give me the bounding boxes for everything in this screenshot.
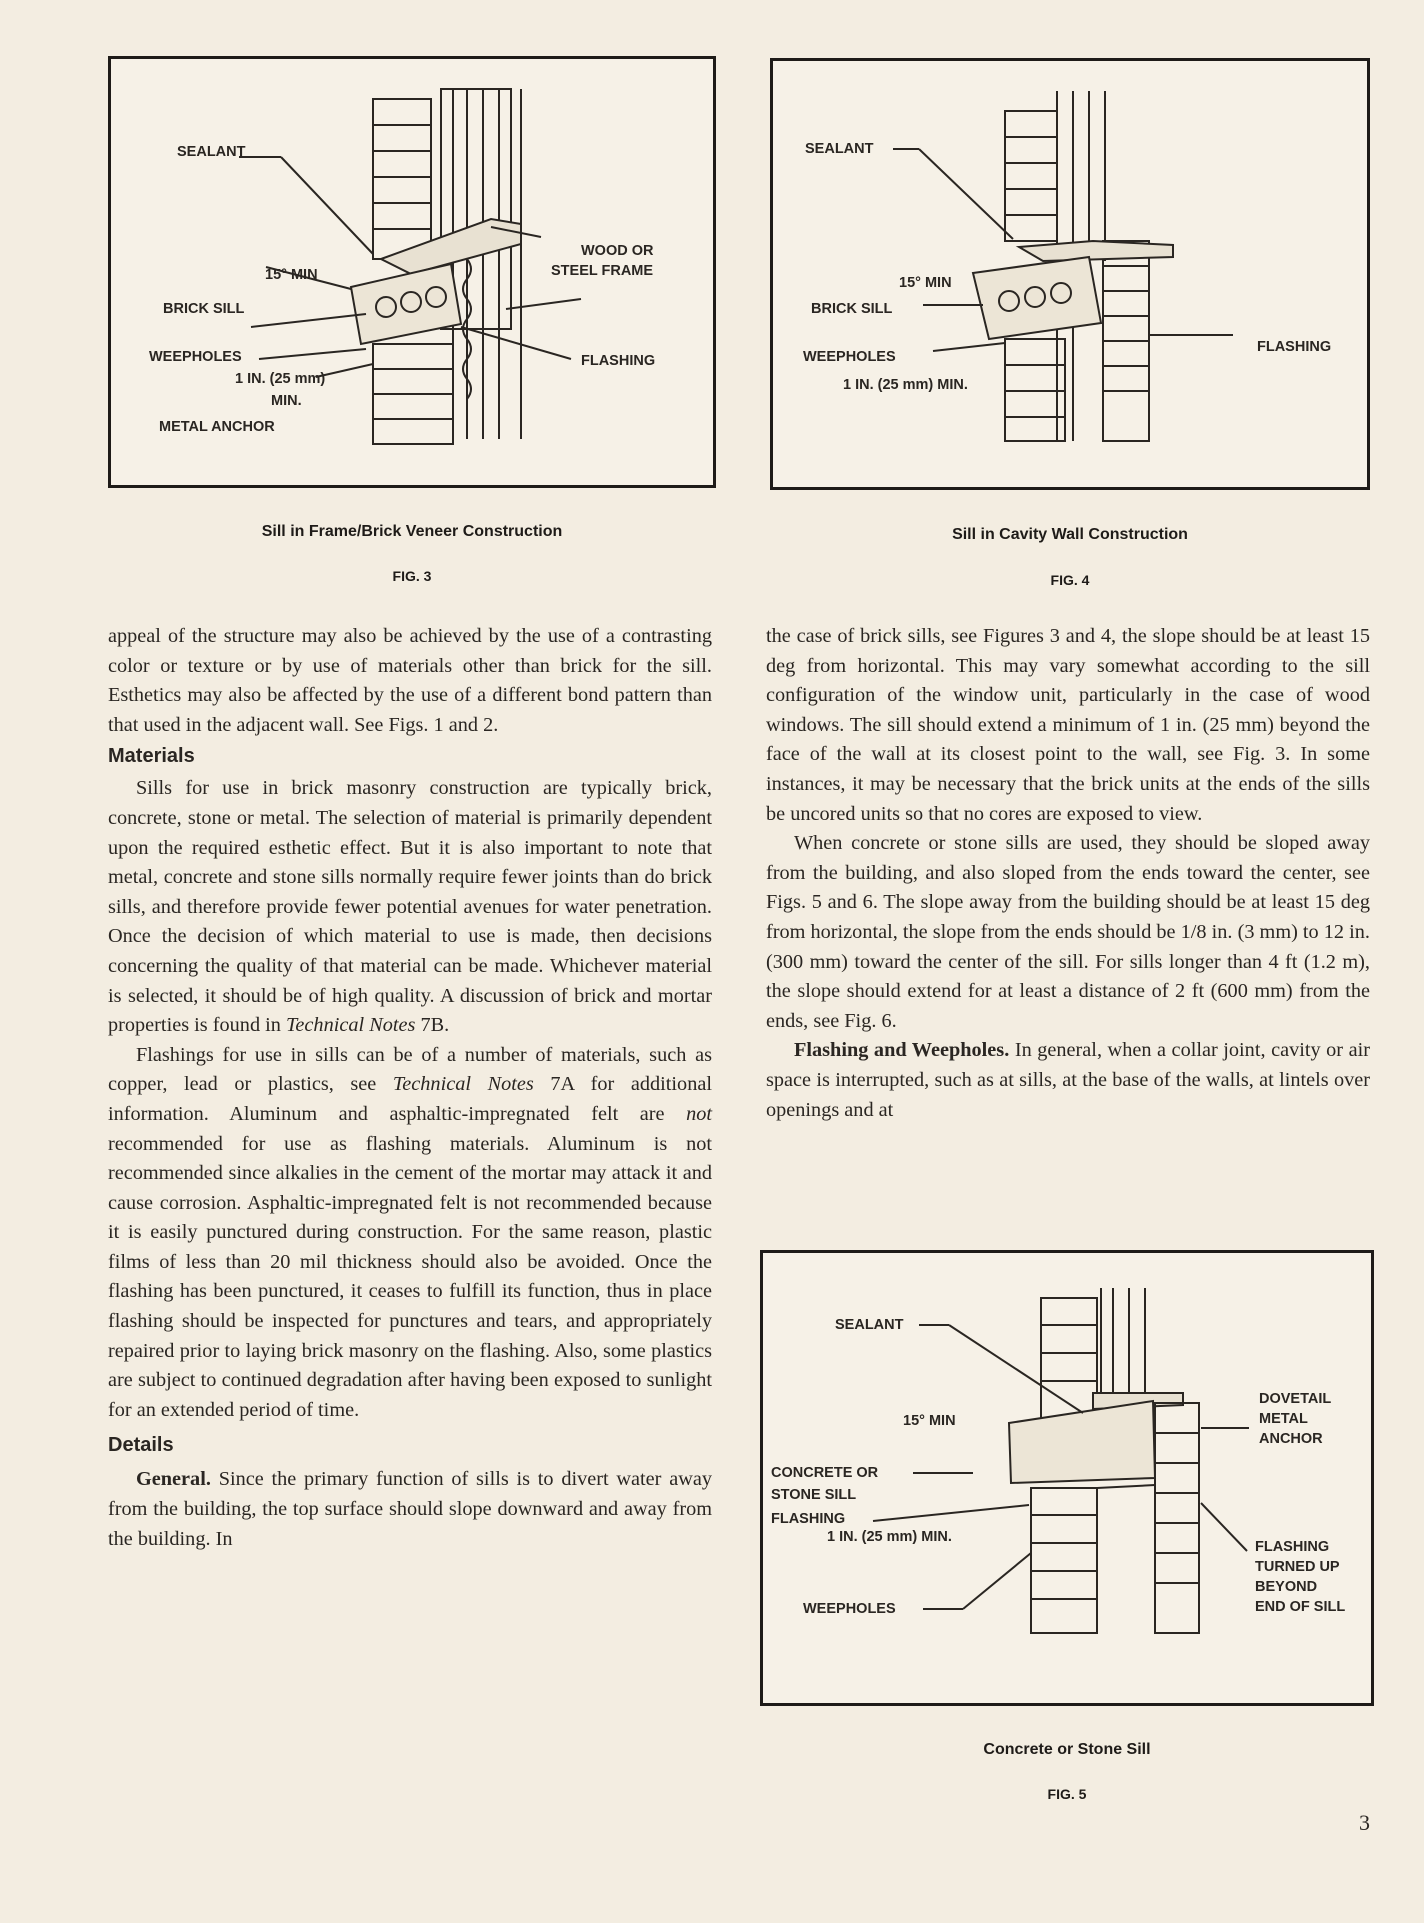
left-para-3-b: 7A for additional information. Aluminum and asphaltic-impregnated felt are	[108, 1073, 712, 1125]
left-para-3-ref: Technical Notes	[392, 1073, 534, 1096]
fig5-label-concrete-or: CONCRETE OR	[771, 1465, 879, 1481]
fig3-label-flashing: FLASHING	[581, 353, 656, 369]
fig5-label-anchor: ANCHOR	[1259, 1431, 1323, 1447]
heading-details: Details	[108, 1434, 174, 1457]
fig5-label-1in: 1 IN. (25 mm) MIN.	[827, 1529, 952, 1545]
fig4-label-weepholes: WEEPHOLES	[803, 349, 896, 365]
left-para-4-lead: General.	[136, 1468, 211, 1491]
fig5-number: FIG. 5	[1047, 1786, 1087, 1802]
fig4-drawing	[773, 61, 1367, 487]
fig5-label-stone-sill: STONE SILL	[771, 1487, 857, 1503]
left-para-3-not: not	[686, 1102, 712, 1125]
fig5-caption: Concrete or Stone Sill	[983, 1741, 1151, 1758]
left-para-2-ref: Technical Notes	[286, 1014, 416, 1037]
fig4-label-brick-sill: BRICK SILL	[811, 301, 893, 317]
fig3-caption: Sill in Frame/Brick Veneer Construction	[261, 523, 563, 540]
fig4-caption: Sill in Cavity Wall Construction	[952, 526, 1188, 543]
left-para-4	[108, 1465, 712, 1554]
figure-3	[108, 56, 716, 488]
fig5-label-flashing: FLASHING	[771, 1511, 846, 1527]
left-para-2-end: 7B.	[420, 1014, 450, 1037]
fig5-label-beyond: BEYOND	[1255, 1579, 1318, 1595]
fig5-label-sealant: SEALANT	[835, 1317, 904, 1333]
heading-materials: Materials	[108, 745, 195, 768]
left-para-3	[108, 1041, 712, 1426]
fig4-label-flashing: FLASHING	[1257, 339, 1332, 355]
fig5-label-turned-up: TURNED UP	[1255, 1559, 1340, 1575]
fig3-label-steel-frame: STEEL FRAME	[551, 263, 654, 279]
fig4-label-sealant: SEALANT	[805, 141, 874, 157]
left-para-2	[108, 774, 712, 1040]
right-para-1: the case of brick sills, see Figures 3 and 4, the slope should be at least 15 deg from horizontal. This may vary somewhat according to the sill configuration of the window unit, particularly in the case of wood windows. The sill should extend a minimum of 1 in. (25 mm) beyond the face of the wall at its closest point to the wall, see Fig. 3. In some instances, it may be necessary that the brick units at the ends of the sills be uncored units so that no cores are exposed to view.	[766, 625, 1370, 825]
left-para-3-c: recommended for use as flashing materials. Aluminum is not recommended since alkalies in the cement of the mortar may attack it and cause corrosion. Asphaltic-impregnated felt is not recommended because it is easily punctured during construction. For the same reason, plastic films of less than 20 mil thickness should also be avoided. Once the flashing has been punctured, it ceases to fulfill its function, thus in place flashing should be inspected for punctures and tears, and appropriately repaired prior to laying brick masonry on the flashing. Also, some plastics are subject to continued degradation after having been exposed to sunlight for an extended period of time.	[108, 1132, 712, 1421]
fig3-label-1in: 1 IN. (25 mm)	[235, 371, 326, 387]
fig3-drawing	[111, 59, 713, 485]
fig3-label-brick-sill: BRICK SILL	[163, 301, 245, 317]
right-para-3-text: In general, when a collar joint, cavity or air space is interrupted, such as at sills, at the base of the walls, at lintels over openings and at	[766, 1039, 1370, 1121]
right-column	[766, 622, 1370, 1125]
fig4-label-1in: 1 IN. (25 mm) MIN.	[843, 377, 968, 393]
page-number: 3	[1359, 1810, 1370, 1835]
left-column	[108, 622, 712, 1554]
fig3-label-wood-or: WOOD OR	[581, 243, 654, 259]
right-para-3	[766, 1036, 1370, 1125]
fig5-label-metal: METAL	[1259, 1411, 1308, 1427]
left-para-2-text: Sills for use in brick masonry construction are typically brick, concrete, stone or metal. The selection of material is primarily dependent upon the required esthetic effect. But it is also important to note that metal, concrete and stone sills normally require fewer joints than do brick sills, and therefore provide fewer potential avenues for water penetration. Once the decision of which material to use is made, then decisions concerning the quality of that material can be made. Whichever material is selected, it should be of high quality. A discussion of brick and mortar properties is found in	[108, 777, 712, 1037]
left-para-4-text: Since the primary function of sills is to divert water away from the building, the top surface should slope downward and away from the building. In	[108, 1468, 712, 1550]
fig4-number: FIG. 4	[1050, 572, 1090, 588]
fig4-label-15min: 15° MIN	[899, 275, 952, 291]
fig5-label-weepholes: WEEPHOLES	[803, 1601, 896, 1617]
fig5-label-15min: 15° MIN	[903, 1413, 956, 1429]
fig3-label-15min: 15° MIN	[265, 267, 318, 283]
right-para-2: When concrete or stone sills are used, they should be sloped away from the building, and also sloped from the ends toward the center, see Figs. 5 and 6. The slope away from the building should be at least 15 deg from horizontal, the slope from the ends should be 1/8 in. (3 mm) to 12 in. (300 mm) toward the center of the sill. For sills longer than 4 ft (1.2 m), the slope should extend for at least a distance of 2 ft (600 mm) from the ends, see Fig. 6.	[766, 832, 1370, 1032]
right-para-3-lead: Flashing and Weepholes.	[794, 1039, 1010, 1062]
fig5-label-flashing2: FLASHING	[1255, 1539, 1330, 1555]
fig3-label-metal-anchor: METAL ANCHOR	[159, 419, 275, 435]
fig3-label-min: MIN.	[271, 393, 302, 409]
fig3-number: FIG. 3	[392, 568, 432, 584]
left-para-3-a: Flashings for use in sills can be of a number of materials, such as copper, lead or plastics, see	[108, 1043, 712, 1096]
figure-4	[770, 58, 1370, 490]
fig3-label-weepholes: WEEPHOLES	[149, 349, 242, 365]
fig3-label-sealant: SEALANT	[177, 144, 246, 160]
fig5-drawing	[763, 1253, 1371, 1703]
fig5-label-dovetail: DOVETAIL	[1259, 1391, 1332, 1407]
left-para-1: appeal of the structure may also be achieved by the use of a contrasting color or texture or by use of materials other than brick for the sill. Esthetics may also be affected by the use of a different bond pattern than that used in the adjacent wall. See Figs. 1 and 2.	[108, 625, 712, 736]
fig5-label-end-of-sill: END OF SILL	[1255, 1599, 1346, 1615]
figure-5	[760, 1250, 1374, 1706]
